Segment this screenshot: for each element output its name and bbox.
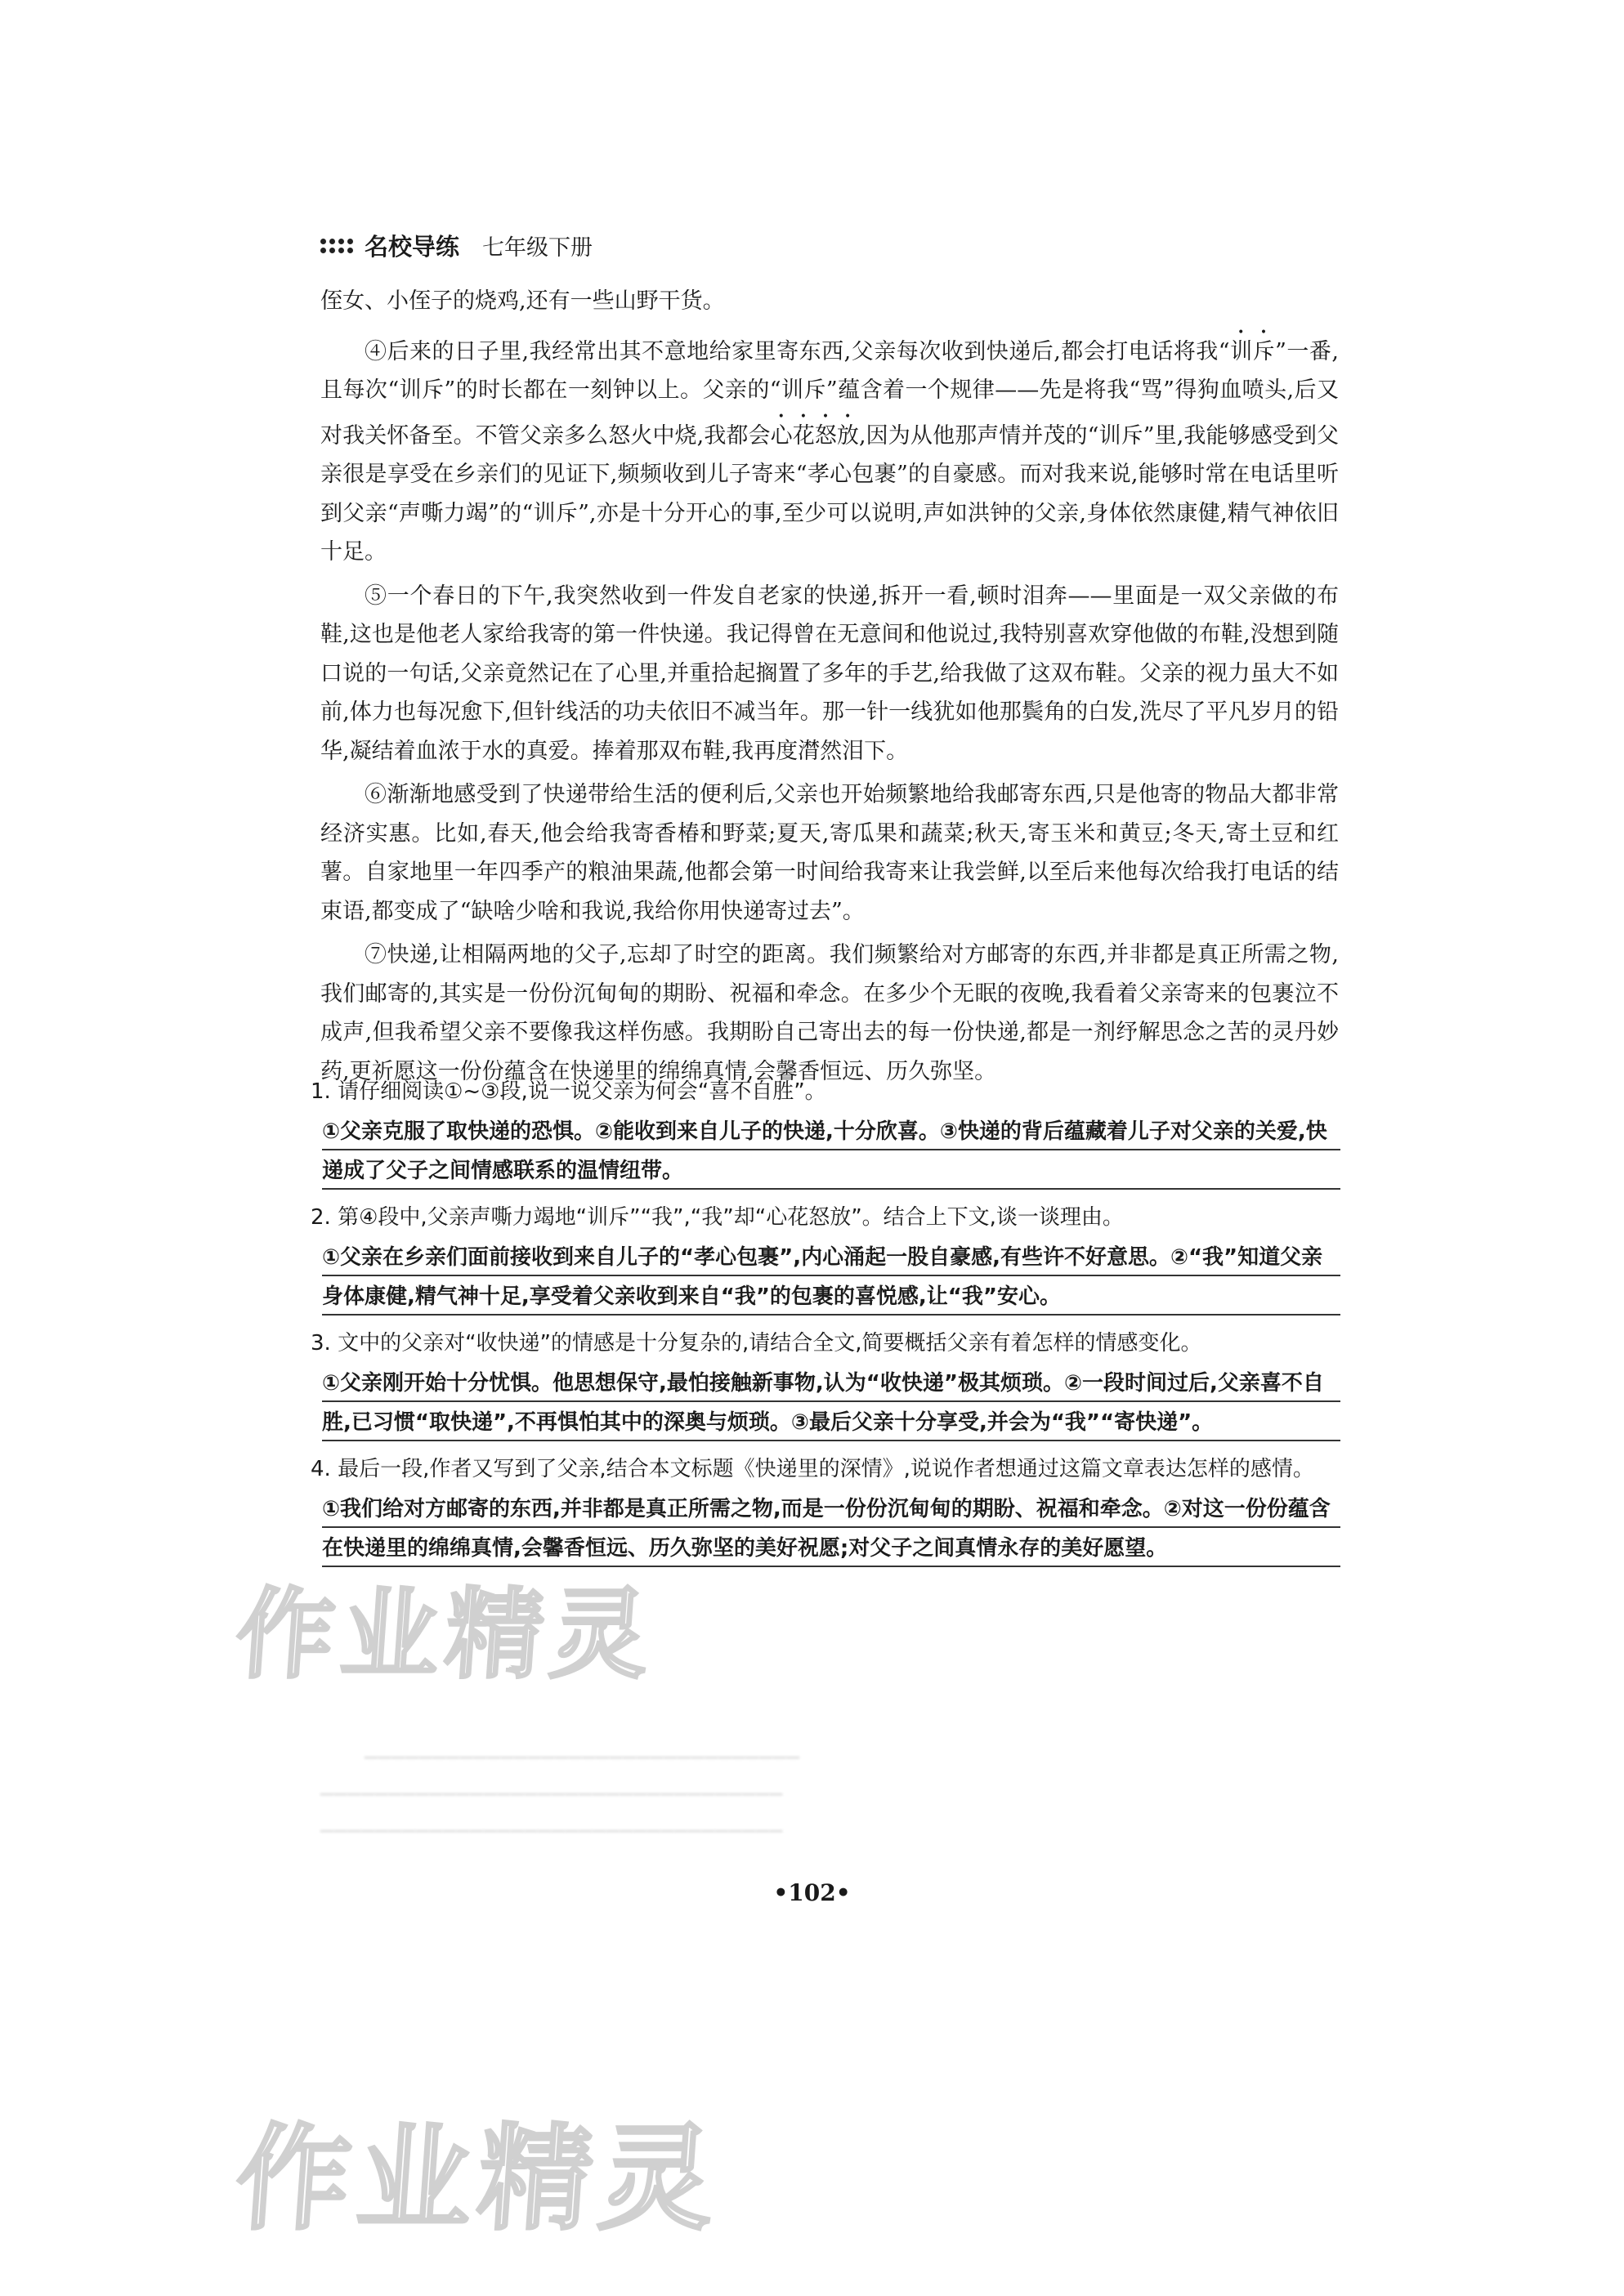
question-2: 2. 第④段中,父亲声嘶力竭地“训斥”“我”,“我”却“心花怒放”。结合上下文,谈一谈理由。	[311, 1205, 1124, 1230]
page-number: •102•	[773, 1879, 851, 1906]
emphasis-xinhuanufang: 心花怒放	[770, 422, 859, 449]
bleed-through-text: ──────────────────────────────── ────────────────────────────────── ──────────────────────────────────	[320, 1746, 800, 1844]
header-dots-icon	[320, 239, 353, 253]
page-header	[320, 229, 593, 262]
paragraph-continuation: 侄女、小侄子的烧鸡,还有一些山野干货。	[320, 288, 725, 314]
answer-1: ①父亲克服了取快递的恐惧。②能收到来自儿子的快递,十分欣喜。③快递的背后蕴藏着儿子对父亲的关爱,快递成了父子之间情感联系的温情纽带。	[322, 1112, 1340, 1190]
question-list	[311, 1073, 1340, 1581]
answer-2: ①父亲在乡亲们面前接收到来自儿子的“孝心包裹”,内心涌起一股自豪感,有些许不好意思。②“我”知道父亲身体康健,精气神十足,享受着父亲收到来自“我”的包裹的喜悦感,让“我”安心。	[322, 1238, 1340, 1316]
paragraph-6: ⑥渐渐地感受到了快递带给生活的便利后,父亲也开始频繁地给我邮寄东西,只是他寄的物品大都非常经济实惠。比如,春天,他会给我寄香椿和野菜;夏天,寄瓜果和蔬菜;秋天,寄玉米和黄豆;冬天,寄土豆和红薯。自家地里一年四季产的粮油果蔬,他都会第一时间给我寄来让我尝鲜,以至后来他每次给我打电话的结束语,都变成了“缺啥少啥和我说,我给你用快递寄过去”。	[320, 782, 1339, 924]
watermark-logo: 作业精灵	[232, 1579, 660, 1692]
answer-3: ①父亲刚开始十分忧惧。他思想保守,最怕接触新事物,认为“收快递”极其烦琐。②一段时间过后,父亲喜不自胜,已习惯“取快递”,不再惧怕其中的深奥与烦琐。③最后父亲十分享受,并会为“我”“寄快递”。	[322, 1364, 1340, 1442]
series-title: 名校导练	[365, 233, 460, 261]
question-4: 4. 最后一段,作者又写到了父亲,结合本文标题《快递里的深情》,说说作者想通过这篇文章表达怎样的感情。	[311, 1457, 1314, 1481]
answer-4: ①我们给对方邮寄的东西,并非都是真正所需之物,而是一份份沉甸甸的期盼、祝福和牵念。②对这一份份蕴含在快递里的绵绵真情,会馨香恒远、历久弥坚的美好祝愿;对父子之间真情永存的美好愿望。	[322, 1490, 1340, 1573]
watermark-logo-bottom: 作业精灵	[231, 2113, 725, 2246]
question-1: 1. 请仔细阅读①~③段,说一说父亲为何会“喜不自胜”。	[311, 1079, 826, 1104]
paragraph-7: ⑦快递,让相隔两地的父子,忘却了时空的距离。我们频繁给对方邮寄的东西,并非都是真正所需之物,我们邮寄的,其实是一份份沉甸甸的期盼、祝福和牵念。在多少个无眠的夜晚,我看着父亲寄来的包裹泣不成声,但我希望父亲不要像我这样伤感。我期盼自己寄出去的每一份快递,都是一剂纾解思念之苦的灵丹妙药,更祈愿这一份份蕴含在快递里的绵绵真情,会馨香恒远、历久弥坚。	[320, 942, 1339, 1084]
reading-passage	[320, 282, 1339, 1096]
emphasis-xunchi: 训斥	[1229, 338, 1276, 364]
paragraph-5: ⑤一个春日的下午,我突然收到一件发自老家的快递,拆开一看,顿时泪奔——里面是一双父亲做的布鞋,这也是他老人家给我寄的第一件快递。我记得曾在无意间和他说过,我特别喜欢穿他做的布鞋,没想到随口说的一句话,父亲竟然记在了心里,并重拾起搁置了多年的手艺,给我做了这双布鞋。父亲的视力虽大不如前,体力也每况愈下,但针线活的功夫依旧不减当年。那一针一线犹如他那鬓角的白发,洗尽了平凡岁月的铅华,凝结着血浓于水的真爱。捧着那双布鞋,我再度潸然泪下。	[320, 583, 1339, 764]
question-3: 3. 文中的父亲对“收快递”的情感是十分复杂的,请结合全文,简要概括父亲有着怎样的情感变化。	[311, 1331, 1202, 1356]
paragraph-4: ④后来的日子里,我经常出其不意地给家里寄东西,父亲每次收到快递后,都会打电话将我“训斥”一番,且每次“训斥”的时长都在一刻钟以上。父亲的“训斥”蕴含着一个规律——先是将我“骂”得狗血喷头,后又对我关怀备至。不管父亲多么怒火中烧,我都会心花怒放,因为从他那声情并茂的“训斥”里,我能够感受到父亲很是享受在乡亲们的见证下,频频收到儿子寄来“孝心包裹”的自豪感。而对我来说,能够时常在电话里听到父亲“声嘶力竭”的“训斥”,亦是十分开心的事,至少可以说明,声如洪钟的父亲,身体依然康健,精气神依旧十足。	[320, 338, 1339, 565]
grade-label: 七年级下册	[482, 235, 593, 261]
